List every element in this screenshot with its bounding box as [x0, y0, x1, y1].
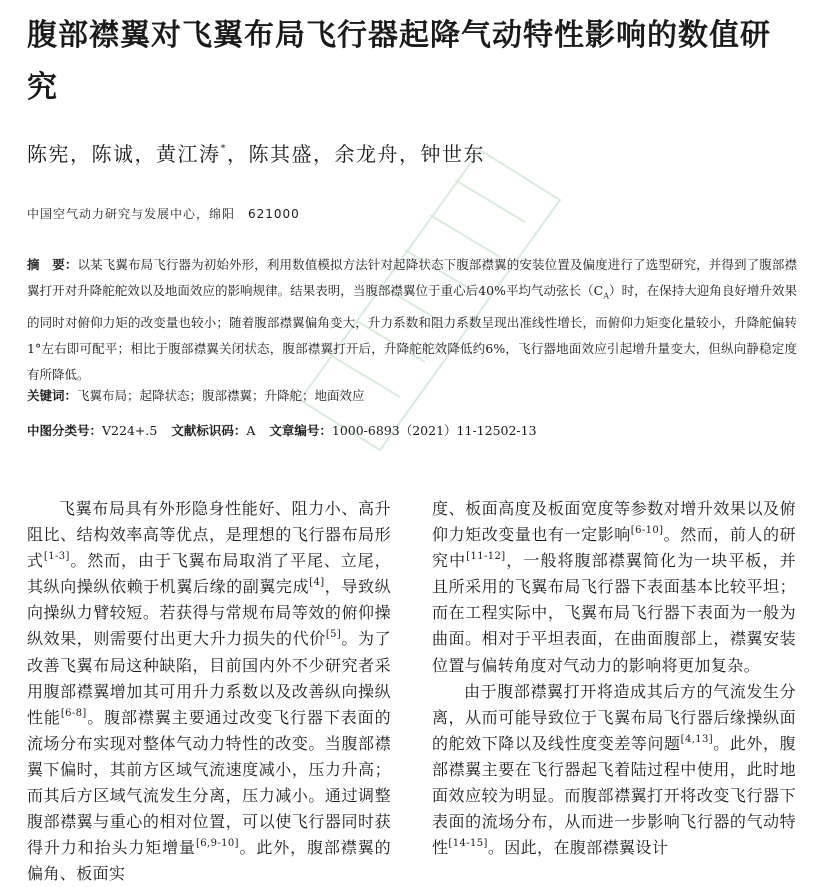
body-text: 。腹部襟翼主要通过改变飞行器下表面的流场分布实现对整体气动力特性的改变。当腹部襟翼下偏时，其前方区域气流速度减小，压力升高；而其后方区域气流发生分离，压力减小。通过调整腹部襟翼与重心的相对位置，可以使飞行器同时获得升力和抬头力矩增量	[27, 707, 391, 858]
body-text: 飞翼布局具有外形隐身性能好、阻力小、高升阻比、结构效率高等优点，是理想的飞行器布局形式	[27, 499, 391, 571]
body-column-right	[432, 496, 796, 861]
citation: [4]	[309, 577, 325, 589]
body-text: 。为了改善飞翼布局这种缺陷，目前国内外不少研究者采用腹部襟翼增加其可用升力系数以及改善纵向操纵性能	[27, 629, 392, 727]
article-number-label: 文章编号：	[269, 423, 332, 438]
abstract-text-part2: ）时，在保持大迎角良好增升效果的同时对俯仰力矩的改变量也较小；随着腹部襟翼偏角变大，升力系数和阻力系数呈现出准线性增长，而俯仰力矩变化量较小，升降舵偏转1°左右即可配平；相比于腹部襟翼关闭状态，腹部襟翼打开后，升降舵舵效降低约6%，飞行器地面效应引起增升量变大，但纵向静稳定度有所降低。	[27, 283, 797, 382]
citation: [14-15]	[448, 838, 488, 850]
paper-title: 腹部襟翼对飞翼布局飞行器起降气动特性影响的数值研究	[27, 18, 771, 105]
abstract-label: 摘 要：	[27, 257, 78, 272]
body-text: 。然而，前人的研究中	[432, 525, 796, 571]
authors-after-mark: ，陈其盛，余龙舟，钟世东	[227, 142, 485, 166]
keywords-label: 关键词：	[27, 388, 78, 403]
citation: [11-12]	[466, 551, 506, 563]
body-text: 。此外，腹部襟翼主要在飞行器起飞着陆过程中使用，此时地面效应较为明显。而腹部襟翼打开将改变飞行器下表面的流场分布，从而进一步影响飞行器的气动特性	[432, 733, 796, 858]
body-paragraph	[432, 496, 796, 679]
body-column-left	[27, 496, 391, 887]
keywords-text: 飞翼布局；起降状态；腹部襟翼；升降舵；地面效应	[77, 388, 365, 403]
citation: [1-3]	[43, 551, 70, 563]
body-text: 。此外，腹部襟翼的偏角、板面实	[27, 838, 391, 884]
affiliation: 中国空气动力研究与发展中心，绵阳 621000	[27, 207, 300, 221]
body-text: 度、板面高度及板面宽度等参数对增升效果以及俯仰力矩改变量也有一定影响	[432, 499, 796, 545]
body-paragraph	[432, 679, 796, 862]
clc-value: V224+.5	[102, 423, 158, 438]
abstract-subscript: A	[603, 291, 610, 301]
clc-label: 中图分类号：	[27, 423, 103, 438]
citation: [6,9-10]	[195, 838, 239, 850]
doc-code-value: A	[246, 423, 256, 438]
doc-code-label: 文献标识码：	[171, 423, 247, 438]
citation: [6-10]	[630, 525, 664, 537]
corresponding-author-mark: *	[220, 143, 227, 154]
body-text: 由于腹部襟翼打开将造成其后方的气流发生分离，从而可能导致位于飞翼布局飞行器后缘操纵面的舵效下降以及线性度变差等问题	[432, 681, 796, 753]
body-text: 。因此，在腹部襟翼设计	[487, 838, 669, 858]
citation: [5]	[325, 629, 342, 641]
body-text: ，一般将腹部襟翼简化为一块平板，并且所采用的飞翼布局飞行器下表面基本比较平坦；而在工程实际中，飞翼布局飞行器下表面为一般为曲面。相对于平坦表面，在曲面腹部上，襟翼安装位置与偏转角度对气动力的影响将更加复杂。	[432, 551, 796, 675]
body-text: 。然而，由于飞翼布局取消了平尾、立尾，其纵向操纵依赖于机翼后缘的副翼完成	[27, 551, 391, 597]
classification-line	[27, 418, 537, 444]
body-text: ，导致纵向操纵力臂较短。若获得与常规布局等效的俯仰操纵效果，则需要付出更大升力损失的代价	[27, 577, 391, 649]
author-list	[27, 138, 485, 167]
abstract-text-part1: 以某飞翼布局飞行器为初始外形，利用数值模拟方法针对起降状态下腹部襟翼的安装位置及偏度进行了选型研究，并得到了腹部襟翼打开对升降舵舵效以及地面效应的影响规律。结果表明，当腹部襟翼位于重心后40%平均气动弦长（C	[27, 257, 797, 298]
keywords	[27, 383, 365, 409]
article-number-value: 1000-6893（2021）11-12502-13	[331, 423, 537, 438]
abstract	[27, 252, 797, 388]
authors-before-mark: 陈宪，陈诚，黄江涛	[27, 142, 221, 166]
citation: [6-8]	[60, 707, 87, 719]
body-paragraph	[27, 496, 391, 887]
citation: [4,13]	[680, 733, 714, 745]
